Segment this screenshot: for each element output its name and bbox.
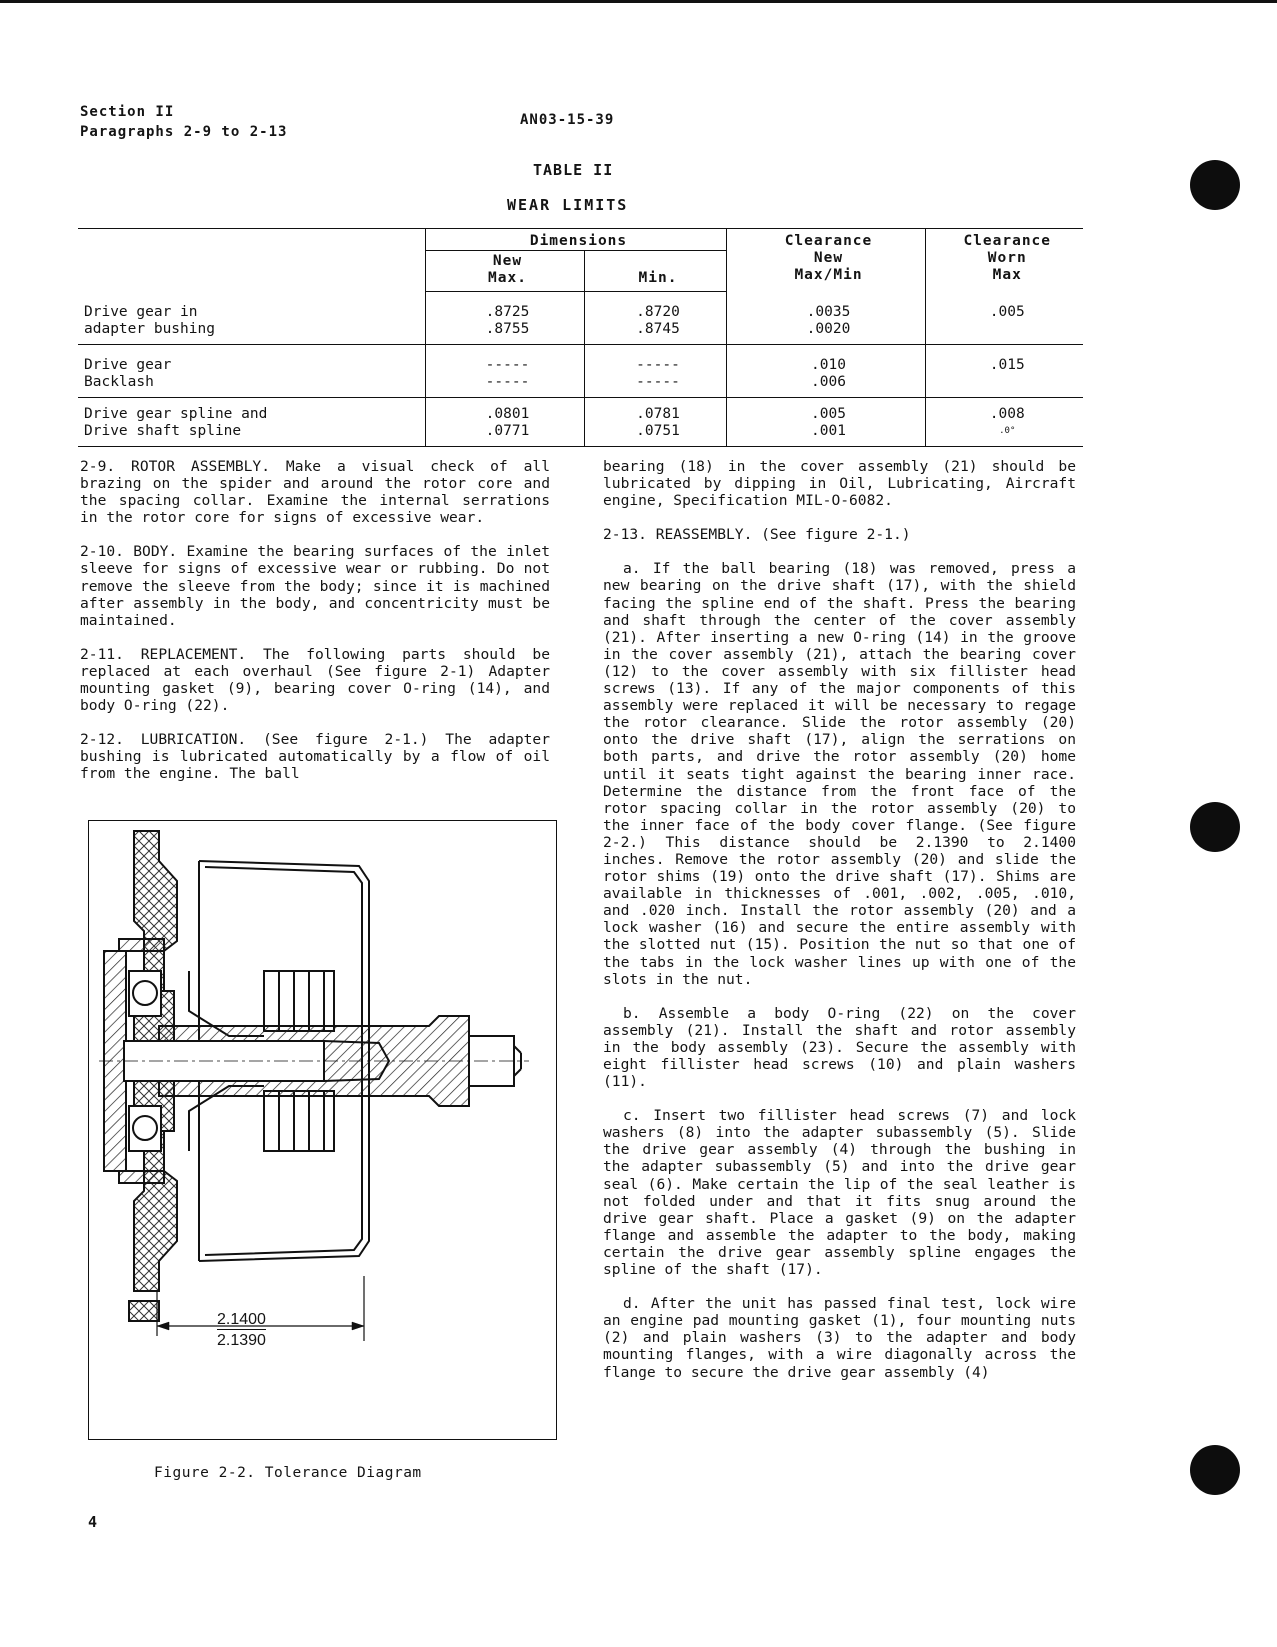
- tolerance-diagram-frame: [88, 820, 557, 1440]
- paragraph-2-12: 2-12. LUBRICATION. (See figure 2-1.) The adapter bushing is lubricated automatically by a flow of oil from the engine. The ball: [80, 731, 550, 783]
- binder-hole-middle: [1190, 802, 1240, 852]
- doc-number: AN03-15-39: [520, 112, 615, 128]
- clearance-worn-header: Clearance Worn Max: [925, 229, 1083, 292]
- step-d: d. After the unit has passed final test, lock wire an engine pad mounting gasket (1), four mounting nuts (2) and plain washers (3) to the adapter and body mounting flanges, with a wire diagonally across the flange to secure the drive gear assembly (4): [603, 1295, 1076, 1381]
- binder-hole-bottom: [1190, 1445, 1240, 1495]
- paragraph-lubrication-cont: bearing (18) in the cover assembly (21) should be lubricated by dipping in Oil, Lubricating, Aircraft engine, Specification MIL-O-6082.: [603, 458, 1076, 510]
- right-column: [603, 458, 1076, 1398]
- paragraphs-label: Paragraphs 2-9 to 2-13: [80, 124, 288, 140]
- clearance-new-header: Clearance New Max/Min: [726, 229, 925, 292]
- section-label: Section II: [80, 104, 175, 120]
- table-row: Drive gear spline and Drive shaft spline .0801 .0771 .0781 .0751 .005 .001 .008 .0°: [78, 398, 1083, 447]
- scan-edge-line: [0, 0, 1277, 3]
- paragraph-2-11: 2-11. REPLACEMENT. The following parts should be replaced at each overhaul (See figure 2-1) Adapter mounting gasket (9), bearing cover O-ring (14), and body O-ring (22).: [80, 645, 550, 715]
- table-title: TABLE II: [533, 161, 614, 179]
- part-header-cell: [78, 229, 425, 292]
- dimensions-header: Dimensions: [425, 229, 726, 251]
- step-c: c. Insert two fillister head screws (7) and lock washers (8) into the adapter subassembly (5). Slide the drive gear assembly (4) through the bushing in the adapter subassembly (5) and into the drive gear seal (6). Make certain the lip of the seal leather is not folded under and that it fits snug around the drive gear shaft. Place a gasket (9) on the adapter flange and assemble the adapter to the body, making certain the drive gear assembly spline engages the spline of the shaft (17).: [603, 1107, 1076, 1279]
- paragraph-2-13: 2-13. REASSEMBLY. (See figure 2-1.): [603, 526, 911, 544]
- dimension-lower: 2.1390: [217, 1332, 266, 1349]
- figure-caption: Figure 2-2. Tolerance Diagram: [154, 1465, 422, 1481]
- paragraph-2-10: 2-10. BODY. Examine the bearing surfaces of the inlet sleeve for signs of excessive wear or rubbing. Do not remove the sleeve from the body; since it is machined after assembly in the body, and concentricity must be maintained.: [80, 543, 550, 629]
- dimension-upper: 2.1400: [217, 1311, 266, 1328]
- page-number: 4: [88, 1513, 98, 1531]
- min-header: Min.: [584, 251, 726, 292]
- step-a: a. If the ball bearing (18) was removed, press a new bearing on the drive shaft (17), with the shield facing the spline end of the shaft. Press the bearing and shaft through the center of the cover assembly (21). After inserting a new O-ring (14) in the groove in the cover assembly (21), attach the bearing cover (12) to the cover assembly with six fillister head screws (13). If any of the major components of this assembly were replaced it will be necessary to regage the rotor clearance. Slide the rotor assembly (20) onto the drive shaft (17), align the serrations on both parts, and drive the rotor assembly (20) home until it seats tight against the bearing inner race. Determine the distance from the front face of the rotor spacing collar in the rotor assembly (20) to the inner face of the body cover flange. (See figure 2-2.) This distance should be 2.1390 to 2.1400 inches. Remove the rotor assembly (20) and slide the rotor shims (19) onto the drive shaft (17). Shims are available in thicknesses of .001, .002, .005, .010, and .020 inch. Install the rotor assembly (20) and a lock washer (16) and secure the entire assembly with the slotted nut (15). Position the nut so that one of the tabs in the lock washer lines up with one of the slots in the nut.: [603, 560, 1076, 988]
- table-row: Drive gear in adapter bushing .8725 .8755 .8720 .8745 .0035 .0020 .005: [78, 292, 1083, 345]
- binder-hole-top: [1190, 160, 1240, 210]
- table-row: Drive gear Backlash ----- ----- ----- ----- .010 .006 .015: [78, 345, 1083, 398]
- table-subtitle: WEAR LIMITS: [507, 196, 629, 214]
- paragraph-2-9: 2-9. ROTOR ASSEMBLY. Make a visual check of all brazing on the spider and around the rotor core and the spacing collar. Examine the internal serrations in the rotor core for signs of excessive wear.: [80, 458, 550, 527]
- tolerance-diagram-drawing: [89, 821, 556, 1439]
- step-b: b. Assemble a body O-ring (22) on the cover assembly (21). Install the shaft and rotor assembly in the body assembly (23). Secure the assembly with eight fillister head screws (10) and plain washers (11).: [603, 1004, 1076, 1091]
- new-max-header: New Max.: [425, 251, 584, 292]
- left-column: [80, 458, 550, 800]
- wear-limits-table: [78, 228, 1083, 447]
